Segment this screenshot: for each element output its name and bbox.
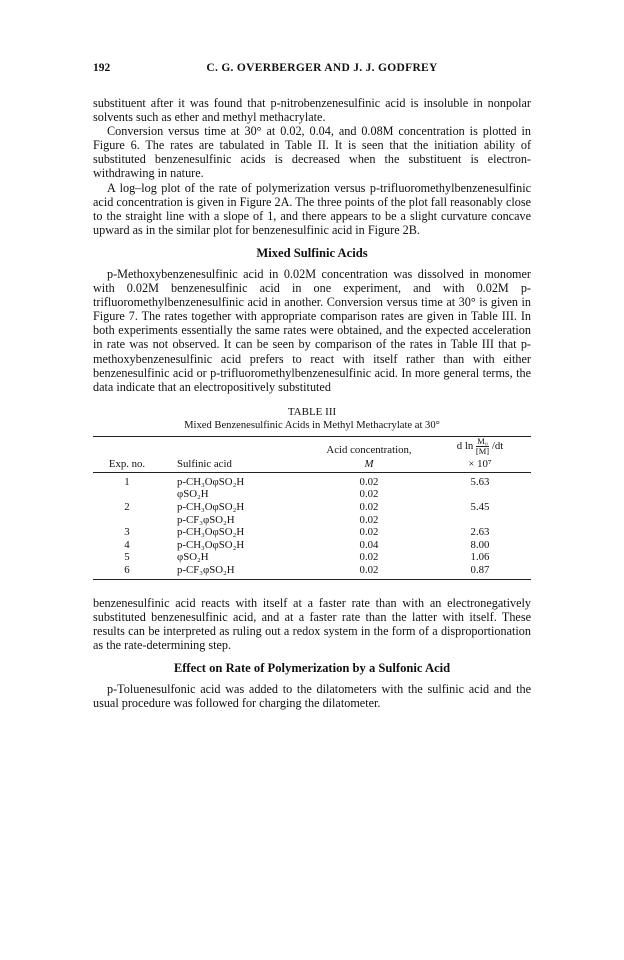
header-acid: Sulfinic acid bbox=[161, 458, 309, 473]
header-conc-line2: M bbox=[364, 457, 374, 470]
cell-exp: 2 bbox=[124, 500, 130, 513]
header-exp: Exp. no. bbox=[93, 458, 161, 473]
cell-exp: 5 bbox=[124, 551, 130, 564]
section-heading-sulfonic: Effect on Rate of Polymerization by a Sulfonic Acid bbox=[173, 660, 451, 675]
cell-conc: 0.02 bbox=[309, 564, 429, 579]
paragraph-after-table: benzenesulfinic acid reacts with itself at a faster rate than with an electronegatively substituted benzenesulfinic acid, and at a faster rate than the latter with itself. These results can be interpreted as ruling out a redox system in the form of a disproportionation as the rate-determining step. bbox=[93, 595, 531, 652]
table-row bbox=[93, 472, 531, 488]
header-rate-fraction bbox=[476, 437, 489, 456]
cell-exp: 1 bbox=[124, 475, 130, 488]
cell-conc: 0.02 bbox=[359, 475, 379, 488]
header-rate-num: M₀ bbox=[477, 435, 488, 446]
cell-acid: φSO₂H bbox=[177, 551, 209, 564]
table-subcaption: Mixed Benzenesulfinic Acids in Methyl Methacrylate at 30° bbox=[184, 419, 440, 431]
cell-conc: 0.02 bbox=[359, 526, 379, 539]
document-page bbox=[93, 62, 531, 710]
header-conc bbox=[309, 436, 429, 458]
cell-rate: 0.87 bbox=[429, 564, 531, 579]
cell-exp: 4 bbox=[124, 538, 130, 551]
section-heading-mixed: Mixed Sulfinic Acids bbox=[256, 245, 368, 260]
table-row bbox=[93, 501, 531, 514]
cell-conc: 0.04 bbox=[359, 538, 379, 551]
cell-acid: p-CH₃OφSO₂H bbox=[177, 538, 245, 551]
cell-rate bbox=[429, 514, 531, 527]
table-row bbox=[93, 526, 531, 539]
cell-rate bbox=[429, 488, 531, 501]
table-row bbox=[93, 488, 531, 501]
header-conc-line1: Acid concentration, bbox=[326, 443, 412, 456]
table-row bbox=[93, 551, 531, 564]
header-rate-line2: × 10⁷ bbox=[429, 458, 531, 473]
paragraph-mixed: p-Methoxybenzenesulfinic acid in 0.02M concentration was dissolved in monomer with 0.02M benzenesulfinic acid in one experiment, and with 0.02M p-trifluoromethylbenzenesulfinic acid in another. Conversion versus time at 30° is given in Figure 7. The rates together with appropriate comparison rates are given in Table III. In both experiments essentially the same rates were obtained, and the expected acceleration in rate was not observed. It can be seen by comparison of the rates in Table III that p-methoxybenzenesulfinic acid prefers to react with itself rather than with either benzenesulfinic acid or p-trifluoromethylbenzenesulfinic acid. In more general terms, the data indicate that an electropositively substituted bbox=[93, 266, 531, 394]
cell-rate: 8.00 bbox=[470, 538, 490, 551]
cell-exp bbox=[93, 514, 161, 527]
cell-acid: p-CF₃φSO₂H bbox=[161, 564, 309, 579]
cell-conc: 0.02 bbox=[359, 513, 379, 526]
header-rate-den: [M] bbox=[475, 445, 490, 456]
paragraph-loglog: A log–log plot of the rate of polymerization versus p-trifluoromethylbenzenesulfinic acid concentration is given in Figure 2A. The three points of the plot fall reasonably close to the straight line with a slope of 1, and there appears to be a slight curvature concave upward as in the similar plot for benzenesulfinic acid in Figure 2B. bbox=[93, 180, 531, 237]
paragraph-sulfonic: p-Toluenesulfonic acid was added to the dilatometers with the sulfinic acid and the usual procedure was followed for charging the dilatometer. bbox=[93, 681, 531, 710]
cell-conc: 0.02 bbox=[359, 500, 379, 513]
table-row bbox=[93, 514, 531, 527]
header-rate bbox=[429, 436, 531, 458]
page-header bbox=[93, 62, 531, 78]
cell-rate: 5.63 bbox=[470, 475, 490, 488]
cell-rate: 2.63 bbox=[470, 526, 490, 539]
paragraph-conversion: Conversion versus time at 30° at 0.02, 0.04, and 0.08M concentration is plotted in Figure 6. The rates are tabulated in Table II. It is seen that the initiation ability of substituted benzenesulfinic acids is decreased when the substituent is electron-withdrawing in nature. bbox=[93, 124, 531, 181]
cell-exp: 3 bbox=[124, 526, 130, 539]
cell-conc: 0.02 bbox=[359, 551, 379, 564]
data-table bbox=[93, 436, 531, 580]
cell-exp: 6 bbox=[93, 564, 161, 579]
header-rate-suffix: /dt bbox=[491, 439, 504, 452]
header-rate-prefix: d ln bbox=[456, 439, 474, 452]
top-text bbox=[93, 96, 531, 237]
table-caption: TABLE III bbox=[287, 405, 337, 418]
paragraph-continued: substituent after it was found that p-nitrobenzenesulfinic acid is insoluble in nonpolar solvents such as ether and methyl methacrylate. bbox=[93, 96, 531, 125]
cell-conc: 0.02 bbox=[359, 488, 379, 501]
cell-acid: φSO₂H bbox=[177, 488, 209, 501]
cell-rate: 5.45 bbox=[470, 500, 490, 513]
table-row bbox=[93, 539, 531, 552]
table-row bbox=[93, 564, 531, 579]
cell-rate: 1.06 bbox=[470, 551, 490, 564]
cell-acid: p-CH₃OφSO₂H bbox=[177, 526, 245, 539]
cell-acid: p-CH₃OφSO₂H bbox=[177, 500, 245, 513]
running-title: C. G. OVERBERGER AND J. J. GODFREY bbox=[206, 62, 438, 74]
cell-acid: p-CF₃φSO₂H bbox=[177, 513, 235, 526]
page-number: 192 bbox=[93, 62, 111, 74]
cell-acid: p-CH₃OφSO₂H bbox=[177, 475, 245, 488]
cell-exp bbox=[93, 488, 161, 501]
